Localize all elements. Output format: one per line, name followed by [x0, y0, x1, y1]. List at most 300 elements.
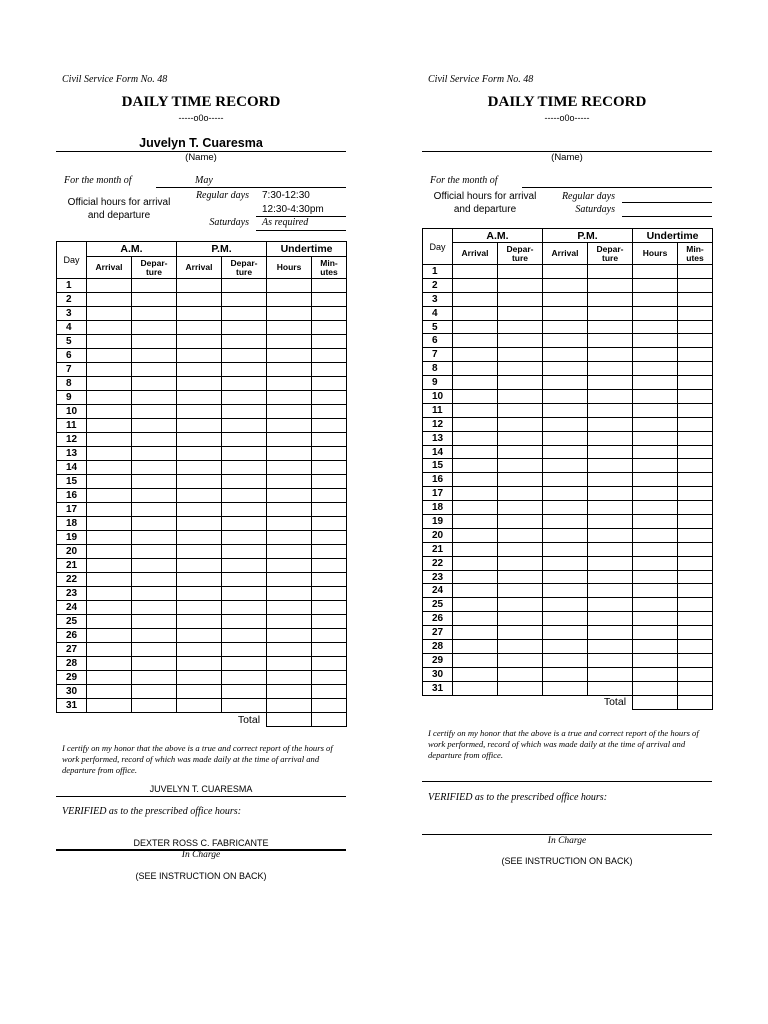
- undertime-minutes-cell[interactable]: [312, 391, 347, 405]
- pm-arrival-cell[interactable]: [177, 293, 222, 307]
- am-arrival-cell[interactable]: [87, 335, 132, 349]
- undertime-minutes-cell[interactable]: [678, 626, 713, 640]
- undertime-hours-cell[interactable]: [633, 376, 678, 390]
- am-departure-cell[interactable]: [132, 307, 177, 321]
- am-arrival-cell[interactable]: [87, 475, 132, 489]
- pm-arrival-cell[interactable]: [543, 626, 588, 640]
- am-departure-cell[interactable]: [498, 556, 543, 570]
- am-arrival-cell[interactable]: [453, 528, 498, 542]
- undertime-minutes-cell[interactable]: [312, 349, 347, 363]
- pm-arrival-cell[interactable]: [177, 517, 222, 531]
- am-departure-cell[interactable]: [132, 419, 177, 433]
- undertime-minutes-cell[interactable]: [678, 487, 713, 501]
- pm-arrival-cell[interactable]: [177, 363, 222, 377]
- pm-departure-cell[interactable]: [588, 292, 633, 306]
- pm-departure-cell[interactable]: [222, 377, 267, 391]
- am-departure-cell[interactable]: [498, 612, 543, 626]
- undertime-hours-cell[interactable]: [267, 293, 312, 307]
- am-departure-cell[interactable]: [132, 643, 177, 657]
- am-departure-cell[interactable]: [498, 501, 543, 515]
- undertime-hours-cell[interactable]: [267, 629, 312, 643]
- undertime-minutes-cell[interactable]: [678, 306, 713, 320]
- pm-arrival-cell[interactable]: [543, 334, 588, 348]
- undertime-hours-cell[interactable]: [267, 671, 312, 685]
- pm-arrival-cell[interactable]: [177, 405, 222, 419]
- am-departure-cell[interactable]: [132, 405, 177, 419]
- undertime-minutes-cell[interactable]: [312, 293, 347, 307]
- am-departure-cell[interactable]: [498, 528, 543, 542]
- am-arrival-cell[interactable]: [453, 403, 498, 417]
- undertime-minutes-cell[interactable]: [312, 629, 347, 643]
- pm-departure-cell[interactable]: [588, 612, 633, 626]
- undertime-hours-cell[interactable]: [633, 334, 678, 348]
- pm-arrival-cell[interactable]: [177, 433, 222, 447]
- pm-departure-cell[interactable]: [588, 320, 633, 334]
- am-departure-cell[interactable]: [498, 473, 543, 487]
- am-arrival-cell[interactable]: [87, 461, 132, 475]
- pm-departure-cell[interactable]: [588, 390, 633, 404]
- am-departure-cell[interactable]: [132, 629, 177, 643]
- undertime-hours-cell[interactable]: [633, 515, 678, 529]
- pm-arrival-cell[interactable]: [543, 376, 588, 390]
- am-arrival-cell[interactable]: [453, 292, 498, 306]
- pm-departure-cell[interactable]: [222, 433, 267, 447]
- am-departure-cell[interactable]: [498, 362, 543, 376]
- undertime-minutes-cell[interactable]: [312, 447, 347, 461]
- undertime-minutes-cell[interactable]: [312, 517, 347, 531]
- am-departure-cell[interactable]: [132, 475, 177, 489]
- pm-departure-cell[interactable]: [222, 643, 267, 657]
- regular-days-value-2[interactable]: 12:30-4:30pm: [262, 204, 324, 215]
- am-departure-cell[interactable]: [498, 570, 543, 584]
- am-departure-cell[interactable]: [132, 503, 177, 517]
- undertime-minutes-cell[interactable]: [312, 559, 347, 573]
- am-arrival-cell[interactable]: [453, 278, 498, 292]
- am-departure-cell[interactable]: [132, 335, 177, 349]
- am-arrival-cell[interactable]: [453, 653, 498, 667]
- pm-arrival-cell[interactable]: [543, 528, 588, 542]
- am-departure-cell[interactable]: [132, 433, 177, 447]
- undertime-hours-cell[interactable]: [267, 545, 312, 559]
- undertime-minutes-cell[interactable]: [678, 459, 713, 473]
- pm-departure-cell[interactable]: [588, 584, 633, 598]
- pm-arrival-cell[interactable]: [177, 391, 222, 405]
- undertime-hours-cell[interactable]: [267, 489, 312, 503]
- pm-arrival-cell[interactable]: [177, 503, 222, 517]
- am-arrival-cell[interactable]: [453, 306, 498, 320]
- am-arrival-cell[interactable]: [453, 431, 498, 445]
- undertime-minutes-cell[interactable]: [312, 601, 347, 615]
- am-departure-cell[interactable]: [132, 601, 177, 615]
- pm-arrival-cell[interactable]: [543, 584, 588, 598]
- am-arrival-cell[interactable]: [87, 503, 132, 517]
- undertime-hours-cell[interactable]: [267, 559, 312, 573]
- am-departure-cell[interactable]: [132, 461, 177, 475]
- undertime-hours-cell[interactable]: [633, 598, 678, 612]
- pm-arrival-cell[interactable]: [177, 279, 222, 293]
- pm-departure-cell[interactable]: [588, 417, 633, 431]
- undertime-minutes-cell[interactable]: [678, 376, 713, 390]
- undertime-minutes-cell[interactable]: [312, 545, 347, 559]
- undertime-minutes-cell[interactable]: [678, 445, 713, 459]
- am-departure-cell[interactable]: [498, 265, 543, 279]
- am-departure-cell[interactable]: [498, 306, 543, 320]
- am-arrival-cell[interactable]: [453, 681, 498, 695]
- undertime-hours-cell[interactable]: [267, 643, 312, 657]
- undertime-minutes-cell[interactable]: [312, 685, 347, 699]
- total-hours-cell[interactable]: [633, 695, 678, 709]
- undertime-hours-cell[interactable]: [267, 279, 312, 293]
- pm-departure-cell[interactable]: [588, 278, 633, 292]
- am-arrival-cell[interactable]: [87, 419, 132, 433]
- am-arrival-cell[interactable]: [87, 643, 132, 657]
- undertime-minutes-cell[interactable]: [678, 584, 713, 598]
- undertime-minutes-cell[interactable]: [678, 653, 713, 667]
- am-arrival-cell[interactable]: [453, 584, 498, 598]
- pm-arrival-cell[interactable]: [543, 362, 588, 376]
- am-departure-cell[interactable]: [498, 403, 543, 417]
- pm-departure-cell[interactable]: [588, 362, 633, 376]
- pm-departure-cell[interactable]: [222, 699, 267, 713]
- pm-arrival-cell[interactable]: [177, 531, 222, 545]
- am-departure-cell[interactable]: [498, 487, 543, 501]
- am-departure-cell[interactable]: [498, 667, 543, 681]
- undertime-hours-cell[interactable]: [633, 390, 678, 404]
- pm-arrival-cell[interactable]: [543, 459, 588, 473]
- pm-arrival-cell[interactable]: [543, 292, 588, 306]
- pm-departure-cell[interactable]: [222, 321, 267, 335]
- undertime-hours-cell[interactable]: [633, 626, 678, 640]
- pm-arrival-cell[interactable]: [177, 447, 222, 461]
- undertime-minutes-cell[interactable]: [678, 473, 713, 487]
- undertime-minutes-cell[interactable]: [678, 431, 713, 445]
- pm-arrival-cell[interactable]: [543, 501, 588, 515]
- pm-departure-cell[interactable]: [222, 601, 267, 615]
- undertime-minutes-cell[interactable]: [312, 377, 347, 391]
- pm-departure-cell[interactable]: [588, 640, 633, 654]
- total-minutes-cell[interactable]: [312, 713, 347, 727]
- saturdays-value[interactable]: As required: [262, 217, 309, 228]
- pm-arrival-cell[interactable]: [177, 349, 222, 363]
- pm-departure-cell[interactable]: [588, 501, 633, 515]
- pm-departure-cell[interactable]: [222, 615, 267, 629]
- undertime-hours-cell[interactable]: [267, 461, 312, 475]
- undertime-minutes-cell[interactable]: [312, 503, 347, 517]
- am-departure-cell[interactable]: [132, 349, 177, 363]
- undertime-minutes-cell[interactable]: [678, 542, 713, 556]
- am-departure-cell[interactable]: [132, 587, 177, 601]
- undertime-hours-cell[interactable]: [633, 362, 678, 376]
- undertime-minutes-cell[interactable]: [678, 570, 713, 584]
- undertime-hours-cell[interactable]: [633, 445, 678, 459]
- am-arrival-cell[interactable]: [87, 517, 132, 531]
- undertime-hours-cell[interactable]: [267, 447, 312, 461]
- pm-arrival-cell[interactable]: [543, 556, 588, 570]
- am-departure-cell[interactable]: [132, 685, 177, 699]
- am-departure-cell[interactable]: [498, 334, 543, 348]
- pm-arrival-cell[interactable]: [543, 570, 588, 584]
- undertime-minutes-cell[interactable]: [678, 265, 713, 279]
- am-departure-cell[interactable]: [498, 640, 543, 654]
- am-departure-cell[interactable]: [498, 542, 543, 556]
- pm-departure-cell[interactable]: [588, 515, 633, 529]
- pm-departure-cell[interactable]: [588, 528, 633, 542]
- am-departure-cell[interactable]: [132, 615, 177, 629]
- am-arrival-cell[interactable]: [87, 671, 132, 685]
- month-value[interactable]: May: [195, 175, 213, 186]
- undertime-hours-cell[interactable]: [267, 349, 312, 363]
- am-arrival-cell[interactable]: [453, 459, 498, 473]
- pm-departure-cell[interactable]: [222, 489, 267, 503]
- pm-arrival-cell[interactable]: [543, 403, 588, 417]
- am-arrival-cell[interactable]: [87, 699, 132, 713]
- am-departure-cell[interactable]: [132, 279, 177, 293]
- pm-departure-cell[interactable]: [588, 459, 633, 473]
- am-departure-cell[interactable]: [498, 598, 543, 612]
- pm-arrival-cell[interactable]: [543, 542, 588, 556]
- pm-arrival-cell[interactable]: [177, 489, 222, 503]
- am-arrival-cell[interactable]: [453, 334, 498, 348]
- am-arrival-cell[interactable]: [453, 487, 498, 501]
- am-departure-cell[interactable]: [498, 431, 543, 445]
- undertime-hours-cell[interactable]: [267, 685, 312, 699]
- undertime-hours-cell[interactable]: [267, 307, 312, 321]
- pm-arrival-cell[interactable]: [543, 445, 588, 459]
- pm-departure-cell[interactable]: [588, 653, 633, 667]
- am-departure-cell[interactable]: [498, 278, 543, 292]
- pm-departure-cell[interactable]: [222, 657, 267, 671]
- undertime-hours-cell[interactable]: [633, 459, 678, 473]
- am-departure-cell[interactable]: [498, 626, 543, 640]
- pm-arrival-cell[interactable]: [543, 417, 588, 431]
- pm-departure-cell[interactable]: [222, 503, 267, 517]
- am-departure-cell[interactable]: [132, 489, 177, 503]
- pm-departure-cell[interactable]: [588, 334, 633, 348]
- undertime-hours-cell[interactable]: [267, 433, 312, 447]
- am-departure-cell[interactable]: [498, 681, 543, 695]
- undertime-hours-cell[interactable]: [633, 278, 678, 292]
- am-departure-cell[interactable]: [498, 584, 543, 598]
- pm-departure-cell[interactable]: [222, 671, 267, 685]
- am-departure-cell[interactable]: [498, 653, 543, 667]
- pm-arrival-cell[interactable]: [543, 640, 588, 654]
- pm-departure-cell[interactable]: [222, 447, 267, 461]
- undertime-minutes-cell[interactable]: [312, 363, 347, 377]
- pm-departure-cell[interactable]: [222, 559, 267, 573]
- undertime-minutes-cell[interactable]: [678, 320, 713, 334]
- am-departure-cell[interactable]: [132, 363, 177, 377]
- am-departure-cell[interactable]: [132, 321, 177, 335]
- am-arrival-cell[interactable]: [87, 321, 132, 335]
- undertime-hours-cell[interactable]: [267, 657, 312, 671]
- pm-arrival-cell[interactable]: [543, 515, 588, 529]
- pm-arrival-cell[interactable]: [543, 348, 588, 362]
- am-arrival-cell[interactable]: [453, 265, 498, 279]
- undertime-hours-cell[interactable]: [267, 391, 312, 405]
- pm-arrival-cell[interactable]: [177, 587, 222, 601]
- am-arrival-cell[interactable]: [453, 445, 498, 459]
- pm-arrival-cell[interactable]: [177, 699, 222, 713]
- pm-arrival-cell[interactable]: [543, 612, 588, 626]
- undertime-minutes-cell[interactable]: [312, 615, 347, 629]
- pm-departure-cell[interactable]: [222, 531, 267, 545]
- undertime-minutes-cell[interactable]: [678, 515, 713, 529]
- am-departure-cell[interactable]: [132, 293, 177, 307]
- pm-arrival-cell[interactable]: [177, 573, 222, 587]
- am-departure-cell[interactable]: [498, 348, 543, 362]
- undertime-minutes-cell[interactable]: [678, 417, 713, 431]
- pm-departure-cell[interactable]: [588, 376, 633, 390]
- pm-departure-cell[interactable]: [588, 431, 633, 445]
- undertime-hours-cell[interactable]: [267, 419, 312, 433]
- undertime-minutes-cell[interactable]: [312, 643, 347, 657]
- undertime-hours-cell[interactable]: [633, 403, 678, 417]
- undertime-minutes-cell[interactable]: [312, 489, 347, 503]
- total-minutes-cell[interactable]: [678, 695, 713, 709]
- am-departure-cell[interactable]: [132, 699, 177, 713]
- pm-departure-cell[interactable]: [588, 348, 633, 362]
- pm-arrival-cell[interactable]: [543, 667, 588, 681]
- undertime-minutes-cell[interactable]: [678, 667, 713, 681]
- pm-arrival-cell[interactable]: [543, 278, 588, 292]
- am-departure-cell[interactable]: [498, 390, 543, 404]
- pm-departure-cell[interactable]: [588, 542, 633, 556]
- pm-arrival-cell[interactable]: [177, 559, 222, 573]
- am-arrival-cell[interactable]: [453, 570, 498, 584]
- am-arrival-cell[interactable]: [87, 293, 132, 307]
- undertime-hours-cell[interactable]: [267, 377, 312, 391]
- pm-arrival-cell[interactable]: [543, 306, 588, 320]
- pm-departure-cell[interactable]: [588, 265, 633, 279]
- undertime-hours-cell[interactable]: [633, 473, 678, 487]
- pm-departure-cell[interactable]: [222, 349, 267, 363]
- pm-arrival-cell[interactable]: [177, 335, 222, 349]
- am-arrival-cell[interactable]: [87, 349, 132, 363]
- pm-departure-cell[interactable]: [222, 391, 267, 405]
- am-arrival-cell[interactable]: [453, 376, 498, 390]
- pm-arrival-cell[interactable]: [177, 307, 222, 321]
- undertime-minutes-cell[interactable]: [312, 405, 347, 419]
- pm-arrival-cell[interactable]: [543, 320, 588, 334]
- pm-departure-cell[interactable]: [588, 667, 633, 681]
- pm-departure-cell[interactable]: [222, 475, 267, 489]
- undertime-hours-cell[interactable]: [633, 487, 678, 501]
- undertime-hours-cell[interactable]: [267, 363, 312, 377]
- pm-departure-cell[interactable]: [222, 517, 267, 531]
- undertime-minutes-cell[interactable]: [678, 362, 713, 376]
- undertime-minutes-cell[interactable]: [312, 699, 347, 713]
- pm-arrival-cell[interactable]: [177, 377, 222, 391]
- pm-arrival-cell[interactable]: [543, 598, 588, 612]
- pm-departure-cell[interactable]: [588, 403, 633, 417]
- am-arrival-cell[interactable]: [453, 556, 498, 570]
- pm-departure-cell[interactable]: [588, 570, 633, 584]
- am-arrival-cell[interactable]: [453, 390, 498, 404]
- pm-departure-cell[interactable]: [588, 681, 633, 695]
- am-departure-cell[interactable]: [132, 657, 177, 671]
- pm-arrival-cell[interactable]: [177, 475, 222, 489]
- am-arrival-cell[interactable]: [87, 615, 132, 629]
- pm-departure-cell[interactable]: [588, 487, 633, 501]
- undertime-hours-cell[interactable]: [633, 584, 678, 598]
- pm-departure-cell[interactable]: [222, 685, 267, 699]
- verifier-name[interactable]: DEXTER ROSS C. FABRICANTE: [133, 838, 269, 848]
- undertime-minutes-cell[interactable]: [678, 278, 713, 292]
- pm-departure-cell[interactable]: [588, 306, 633, 320]
- pm-arrival-cell[interactable]: [177, 601, 222, 615]
- undertime-hours-cell[interactable]: [267, 405, 312, 419]
- undertime-hours-cell[interactable]: [267, 573, 312, 587]
- undertime-hours-cell[interactable]: [267, 335, 312, 349]
- am-arrival-cell[interactable]: [87, 657, 132, 671]
- undertime-minutes-cell[interactable]: [312, 531, 347, 545]
- am-arrival-cell[interactable]: [87, 559, 132, 573]
- pm-arrival-cell[interactable]: [177, 685, 222, 699]
- undertime-hours-cell[interactable]: [267, 615, 312, 629]
- pm-departure-cell[interactable]: [588, 598, 633, 612]
- undertime-minutes-cell[interactable]: [678, 681, 713, 695]
- undertime-hours-cell[interactable]: [633, 681, 678, 695]
- undertime-minutes-cell[interactable]: [678, 501, 713, 515]
- pm-arrival-cell[interactable]: [177, 461, 222, 475]
- pm-departure-cell[interactable]: [588, 626, 633, 640]
- pm-arrival-cell[interactable]: [543, 431, 588, 445]
- undertime-hours-cell[interactable]: [633, 320, 678, 334]
- am-arrival-cell[interactable]: [453, 667, 498, 681]
- am-departure-cell[interactable]: [132, 531, 177, 545]
- undertime-minutes-cell[interactable]: [678, 612, 713, 626]
- undertime-hours-cell[interactable]: [633, 431, 678, 445]
- am-arrival-cell[interactable]: [453, 473, 498, 487]
- pm-departure-cell[interactable]: [222, 545, 267, 559]
- undertime-minutes-cell[interactable]: [312, 475, 347, 489]
- undertime-hours-cell[interactable]: [633, 570, 678, 584]
- undertime-minutes-cell[interactable]: [678, 403, 713, 417]
- pm-departure-cell[interactable]: [588, 445, 633, 459]
- am-departure-cell[interactable]: [132, 391, 177, 405]
- pm-departure-cell[interactable]: [222, 573, 267, 587]
- pm-arrival-cell[interactable]: [543, 653, 588, 667]
- undertime-minutes-cell[interactable]: [678, 390, 713, 404]
- pm-arrival-cell[interactable]: [543, 265, 588, 279]
- undertime-minutes-cell[interactable]: [312, 279, 347, 293]
- am-arrival-cell[interactable]: [87, 629, 132, 643]
- undertime-hours-cell[interactable]: [633, 612, 678, 626]
- am-arrival-cell[interactable]: [87, 391, 132, 405]
- am-departure-cell[interactable]: [498, 292, 543, 306]
- undertime-hours-cell[interactable]: [267, 587, 312, 601]
- am-arrival-cell[interactable]: [87, 405, 132, 419]
- pm-departure-cell[interactable]: [222, 307, 267, 321]
- am-departure-cell[interactable]: [498, 320, 543, 334]
- undertime-hours-cell[interactable]: [633, 292, 678, 306]
- undertime-hours-cell[interactable]: [267, 517, 312, 531]
- pm-arrival-cell[interactable]: [177, 657, 222, 671]
- pm-arrival-cell[interactable]: [177, 419, 222, 433]
- undertime-minutes-cell[interactable]: [312, 433, 347, 447]
- pm-departure-cell[interactable]: [222, 335, 267, 349]
- pm-arrival-cell[interactable]: [177, 321, 222, 335]
- pm-arrival-cell[interactable]: [177, 671, 222, 685]
- undertime-minutes-cell[interactable]: [312, 321, 347, 335]
- undertime-hours-cell[interactable]: [633, 640, 678, 654]
- pm-departure-cell[interactable]: [222, 587, 267, 601]
- undertime-minutes-cell[interactable]: [678, 528, 713, 542]
- undertime-minutes-cell[interactable]: [312, 671, 347, 685]
- undertime-hours-cell[interactable]: [267, 699, 312, 713]
- am-arrival-cell[interactable]: [87, 545, 132, 559]
- undertime-hours-cell[interactable]: [633, 653, 678, 667]
